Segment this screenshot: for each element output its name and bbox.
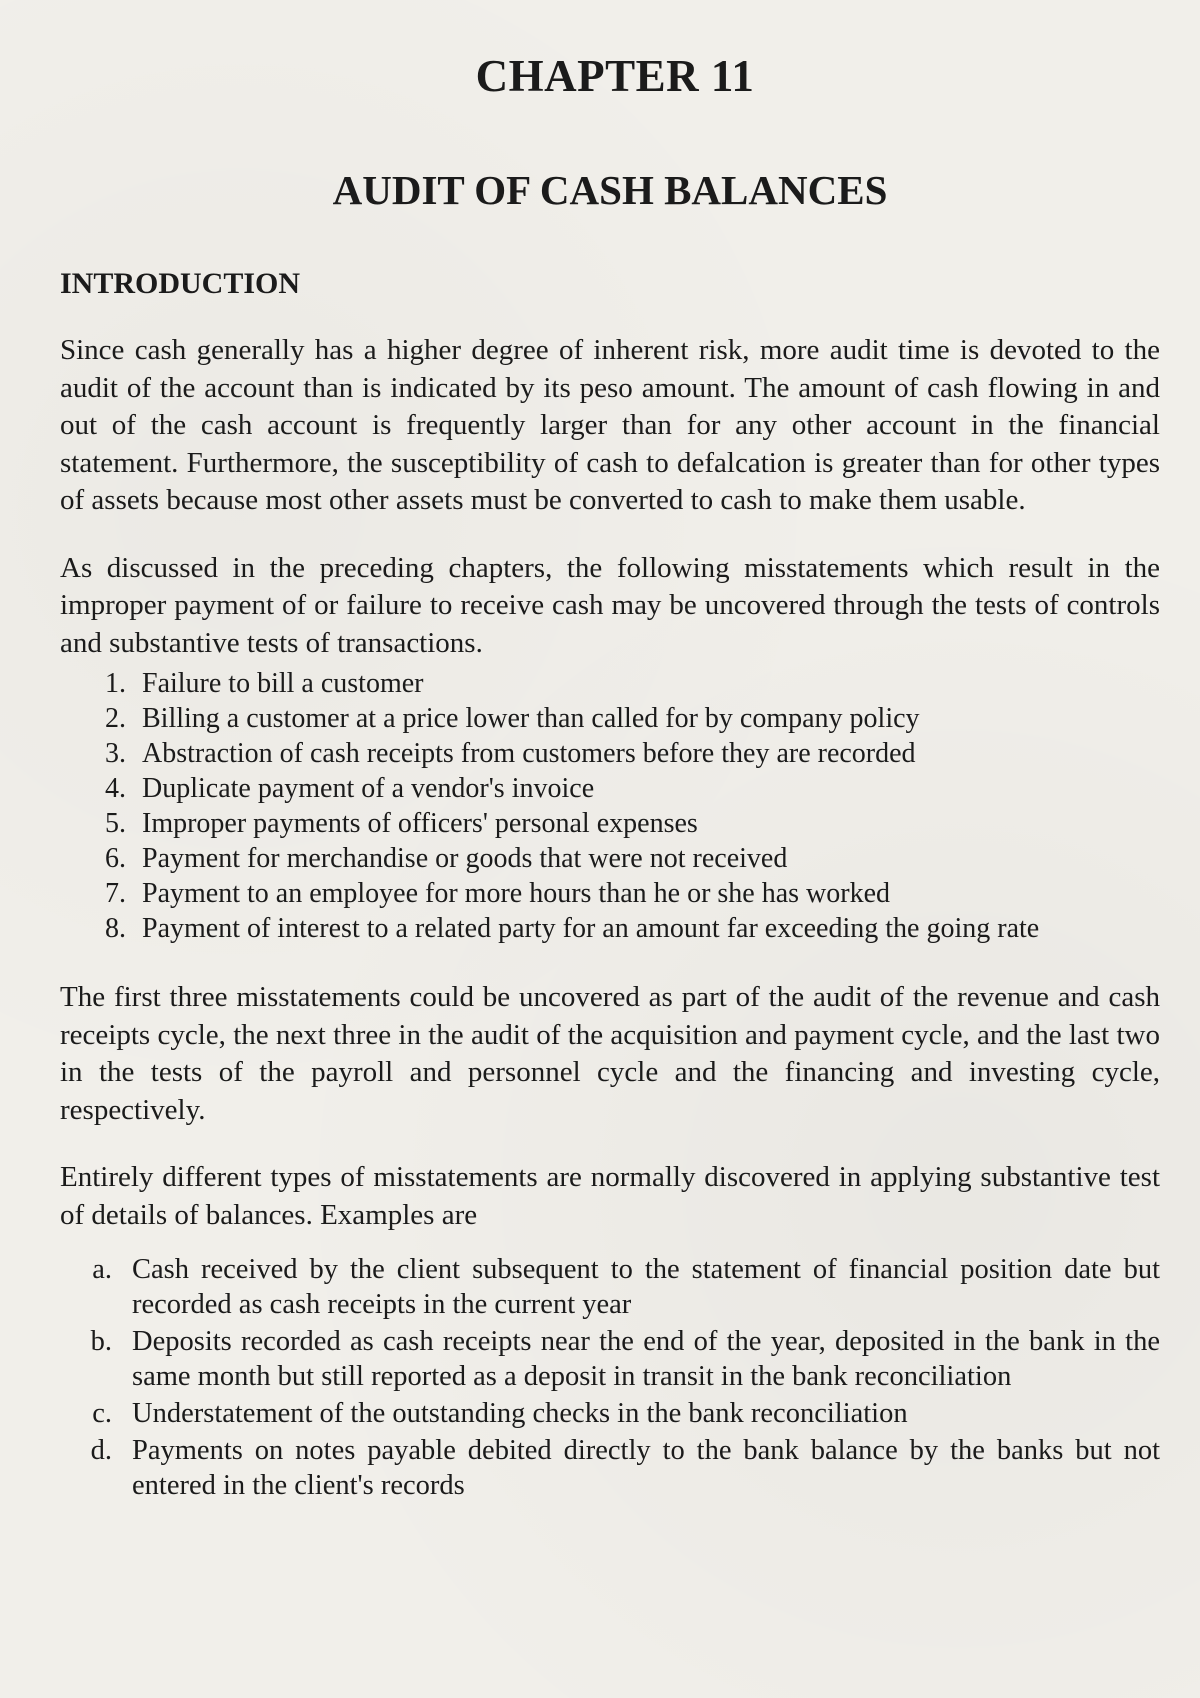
list-item-text: Payment of interest to a related party for an amount far exceeding the going rate	[142, 913, 1040, 944]
paragraph-examples: Entirely different types of misstatements are normally discovered in applying substantive test of details of balances. Examples are	[60, 1161, 1160, 1231]
list-item	[60, 841, 1160, 876]
list-marker: 6.	[105, 843, 126, 874]
examples-list	[60, 1252, 1160, 1503]
list-item-text: Abstraction of cash receipts from customers before they are recorded	[142, 738, 916, 769]
paragraph-intro: Since cash generally has a higher degree of inherent risk, more audit time is devoted to the audit of the account than is indicated by its peso amount. The amount of cash flowing in and out of the cash account is frequently larger than for any other account in the financial statement. Furthermore, the susceptibility of cash to defalcation is greater than for other types of assets because most other assets must be converted to cash to make them usable.	[60, 334, 1160, 516]
list-marker: 5.	[105, 808, 126, 839]
list-item	[60, 701, 1160, 736]
chapter-heading: CHAPTER 11	[475, 51, 755, 101]
list-item	[60, 666, 1160, 701]
list-marker: 3.	[105, 738, 126, 769]
paragraph-cycles: The first three misstatements could be uncovered as part of the audit of the revenue and cash receipts cycle, the next three in the audit of the acquisition and payment cycle, and the last two in the tests of the payroll and personnel cycle and the financing and investing cycle, respectively.	[60, 981, 1160, 1126]
list-item-text: Improper payments of officers' personal expenses	[142, 808, 698, 839]
list-item	[60, 806, 1160, 841]
list-marker: 4.	[105, 773, 126, 804]
list-item	[60, 1252, 1160, 1322]
list-item	[60, 771, 1160, 806]
list-item-text: Duplicate payment of a vendor's invoice	[142, 773, 595, 804]
list-item-text: Billing a customer at a price lower than called for by company policy	[142, 703, 920, 734]
list-item-text: Payments on notes payable debited directly to the bank balance by the banks but not entered in the client's records	[132, 1435, 1160, 1501]
list-item-text: Failure to bill a customer	[142, 668, 424, 699]
list-marker: b.	[90, 1326, 112, 1357]
list-item-text: Payment for merchandise or goods that were not received	[142, 843, 788, 874]
list-item	[60, 1433, 1160, 1503]
list-marker: a.	[92, 1254, 112, 1285]
paragraph-preceding-chapters: As discussed in the preceding chapters, the following misstatements which result in the improper payment of or failure to receive cash may be uncovered through the tests of controls and substantive tests of transactions.	[60, 551, 1160, 659]
list-marker: c.	[92, 1398, 112, 1429]
list-item-text: Payment to an employee for more hours than he or she has worked	[142, 878, 891, 909]
list-item-text: Cash received by the client subsequent to the statement of financial position date but recorded as cash receipts in the current year	[132, 1254, 1160, 1320]
list-marker: 1.	[105, 668, 126, 699]
list-item	[60, 876, 1160, 911]
list-item-text: Understatement of the outstanding checks in the bank reconciliation	[132, 1398, 908, 1429]
list-marker: 8.	[105, 913, 126, 944]
list-marker: 7.	[105, 878, 126, 909]
page-content	[60, 46, 1160, 1505]
list-item	[60, 736, 1160, 771]
misstatement-list	[60, 666, 1160, 946]
list-item	[60, 911, 1160, 946]
list-marker: d.	[90, 1435, 112, 1466]
list-item-text: Deposits recorded as cash receipts near the end of the year, deposited in the bank in the same month but still reported as a deposit in transit in the bank reconciliation	[132, 1326, 1160, 1392]
section-heading: INTRODUCTION	[60, 267, 301, 300]
list-marker: 2.	[105, 703, 126, 734]
list-item	[60, 1324, 1160, 1394]
chapter-title: AUDIT OF CASH BALANCES	[332, 167, 888, 213]
list-item	[60, 1396, 1160, 1431]
